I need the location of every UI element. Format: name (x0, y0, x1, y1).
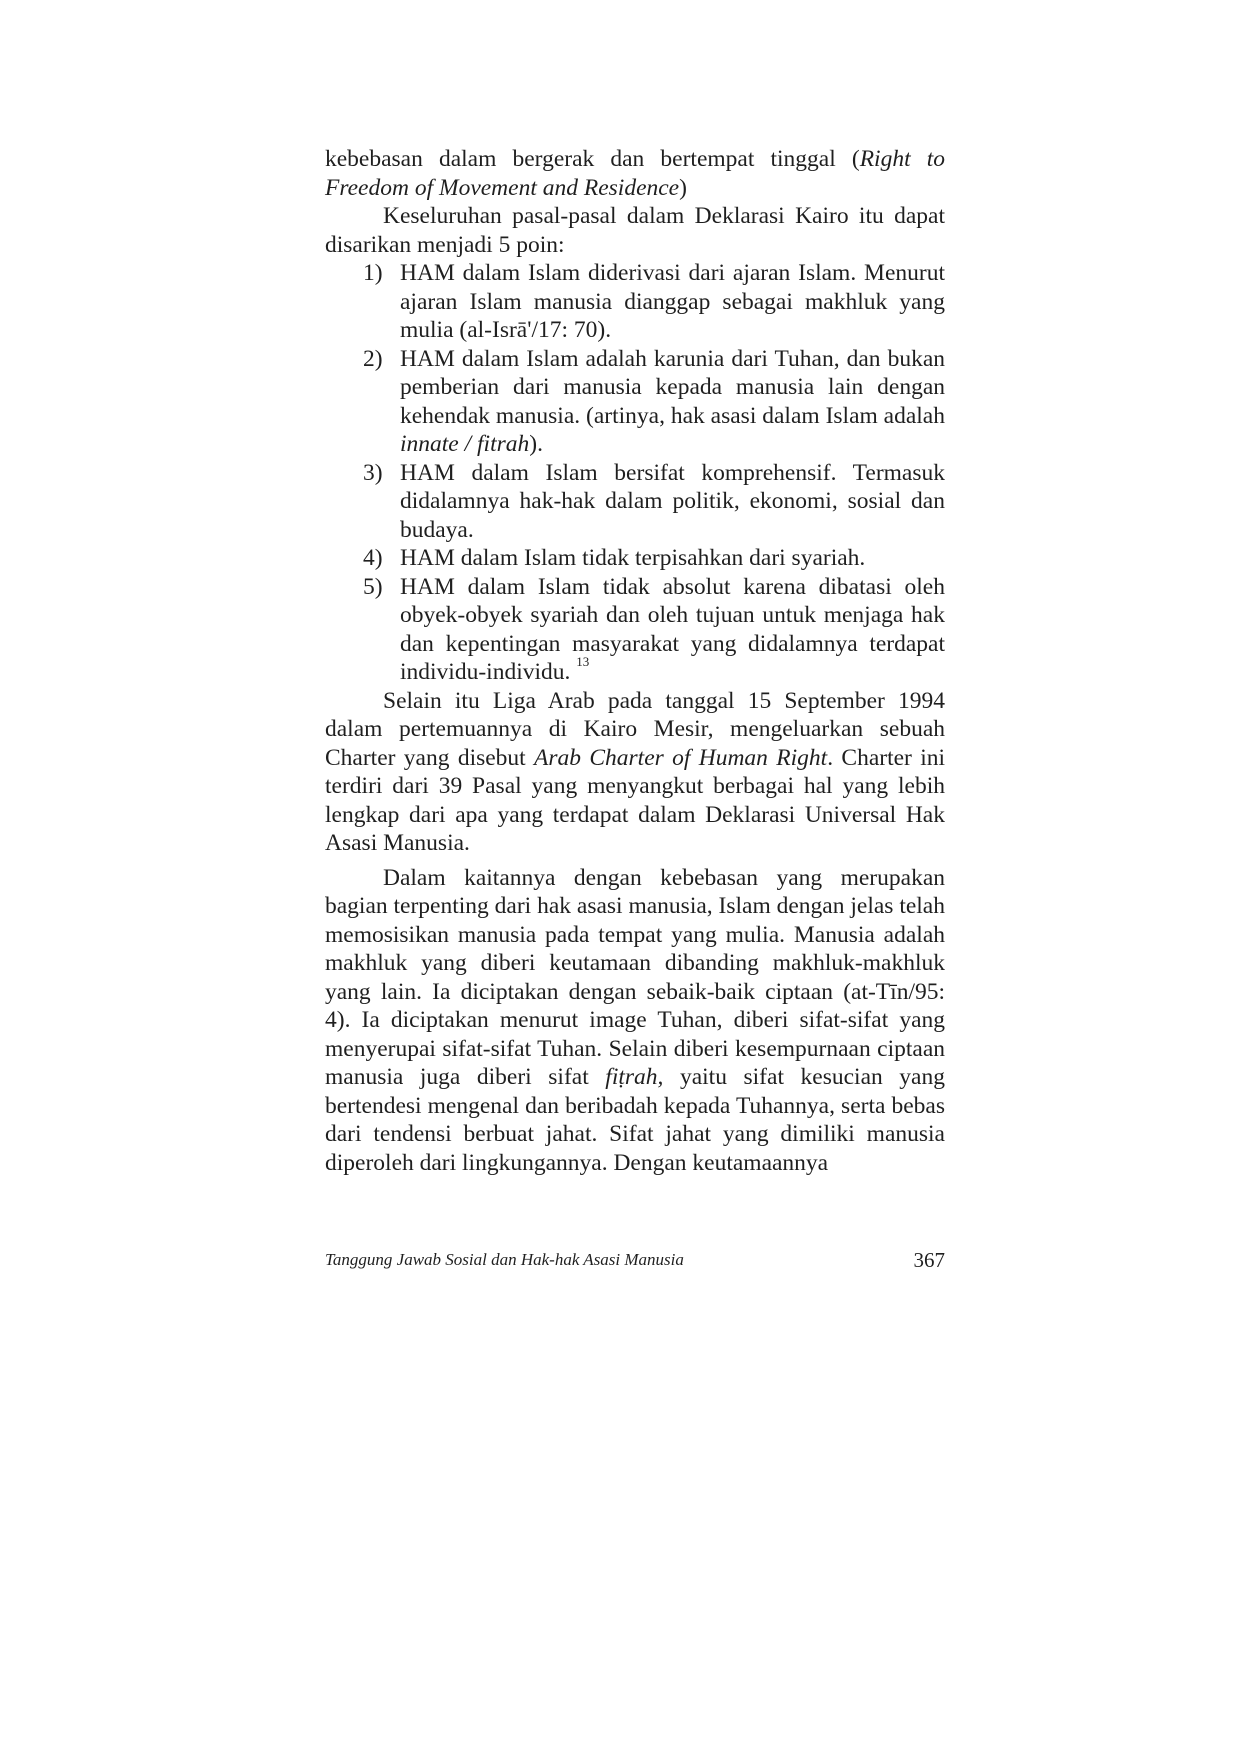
list-item-number: 1) (363, 260, 383, 286)
list-item-number: 3) (363, 459, 383, 486)
running-title: Tanggung Jawab Sosial dan Hak-hak Asasi Manusia (325, 1250, 684, 1269)
list-item-text: HAM dalam Islam bersifat komprehensif. Termasuk didalamnya hak-hak dalam politik, ekonomi, sosial dan budaya. (400, 459, 945, 543)
list-item (325, 459, 945, 545)
page-number: 367 (913, 1248, 945, 1272)
list-item-text: HAM dalam Islam adalah karunia dari Tuhan, dan bukan pemberian dari manusia kepada manusia lain dengan kehendak manusia. (artinya, hak asasi dalam Islam adalah (400, 345, 945, 429)
list-item (325, 573, 945, 687)
list-item-number: 4) (363, 545, 383, 571)
list-item-text: HAM dalam Islam diderivasi dari ajaran Islam. Menurut ajaran Islam manusia dianggap sebagai makhluk yang mulia (al-Isrā'/17: 70). (400, 260, 945, 343)
paragraph-intro: Keseluruhan pasal-pasal dalam Deklarasi Kairo itu dapat disarikan menjadi 5 poin: (325, 203, 945, 258)
italic-phrase: Arab Charter of Human Right (534, 744, 828, 771)
paragraph-continuation: kebebasan dalam bergerak dan bertempat tinggal (Right to Freedom of Movement and Residence) (325, 146, 945, 201)
italic-phrase: innate / fitrah (400, 431, 530, 457)
list-item-number: 5) (363, 573, 383, 600)
list-item (325, 544, 945, 573)
italic-phrase: fiṭrah, (605, 1064, 664, 1090)
page-footer (325, 1248, 945, 1278)
numbered-list (325, 259, 945, 687)
page-body (325, 145, 945, 1177)
list-item: 2) HAM dalam Islam adalah karunia dari Tuhan, dan bukan pemberian dari manusia kepada manusia lain dengan kehendak manusia. (artinya, hak asasi dalam Islam adalah innate / fitrah). (363, 345, 945, 457)
paragraph-freedom: Dalam kaitannya dengan kebebasan yang merupakan bagian terpenting dari hak asasi manusia, Islam dengan jelas telah memosisikan manusia pada tempat yang mulia. Manusia adalah makhluk yang diberi keutamaan dibanding makhluk-makhluk yang lain. Ia diciptakan dengan sebaik-baik ciptaan (at-Tīn/95: 4). Ia diciptakan menurut image Tuhan, diberi sifat-sifat yang menyerupai sifat-sifat Tuhan. Selain diberi kesempurnaan ciptaan manusia juga diberi sifat fiṭrah, yaitu sifat kesucian yang bertendesi mengenal dan beribadah kepada Tuhannya, serta bebas dari tendensi berbuat jahat. Sifat jahat yang dimiliki manusia diperoleh dari lingkungannya. Dengan keutamaannya (325, 864, 945, 1176)
list-item-text: HAM dalam Islam tidak terpisahkan dari syariah. (400, 545, 866, 571)
paragraph-arab-charter: Selain itu Liga Arab pada tanggal 15 September 1994 dalam pertemuannya di Kairo Mesir, mengeluarkan sebuah Charter yang disebut Arab Charter of Human Right. Charter ini terdiri dari 39 Pasal yang menyangkut berbagai hal yang lebih lengkap dari apa yang terdapat dalam Deklarasi Universal Hak Asasi Manusia. (325, 687, 946, 856)
italic-phrase: Right to Freedom of Movement and Residence (325, 146, 945, 201)
footnote-marker: 13 (576, 654, 590, 670)
list-item (325, 259, 945, 345)
list-item-text: HAM dalam Islam tidak absolut karena dibatasi oleh obyek-obyek syariah dan oleh tujuan untuk menjaga hak dan kepentingan masyarakat yang didalamnya terdapat individu-individu. (400, 573, 945, 685)
list-item-number: 2) (363, 345, 383, 372)
